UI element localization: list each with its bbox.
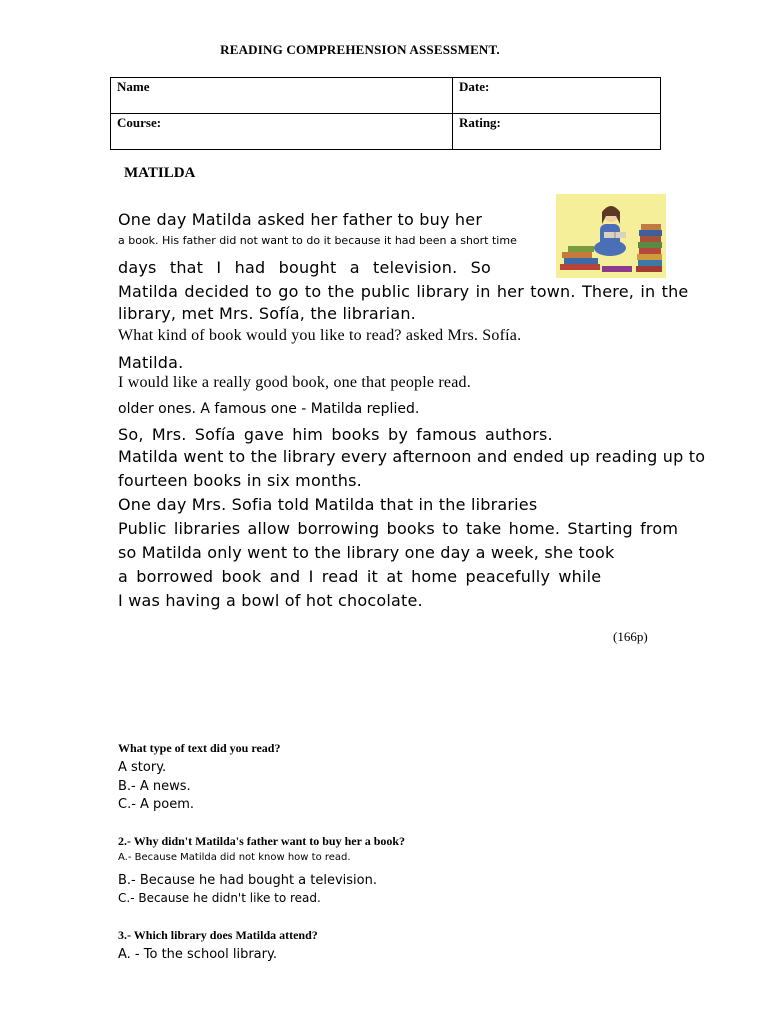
story-line-9: older ones. A famous one - Matilda replied. — [118, 401, 420, 417]
question-2: 2.- Why didn't Matilda's father want to buy her a book? — [118, 834, 406, 848]
question-1-option-b[interactable]: B.- A news. — [118, 779, 191, 794]
name-label: Name — [117, 79, 150, 94]
rating-label: Rating: — [459, 115, 501, 130]
page-count: (166p) — [613, 629, 648, 644]
course-label: Course: — [117, 115, 162, 130]
question-3: 3.- Which library does Matilda attend? — [118, 928, 318, 942]
story-line-4: Matilda decided to go to the public library in her town. There, in the — [118, 282, 689, 301]
document-title: READING COMPREHENSION ASSESSMENT. — [220, 42, 500, 57]
story-line-2: a book. His father did not want to do it because it had been a short time — [118, 234, 517, 247]
course-cell[interactable] — [111, 114, 453, 150]
date-label: Date: — [459, 79, 490, 94]
question-1-option-c[interactable]: C.- A poem. — [118, 797, 195, 812]
question-1: What type of text did you read? — [118, 741, 281, 755]
story-line-17: I was having a bowl of hot chocolate. — [118, 591, 423, 610]
name-cell[interactable] — [111, 78, 453, 114]
question-2-option-a[interactable]: A.- Because Matilda did not know how to read. — [118, 852, 351, 863]
story-line-10: So, Mrs. Sofía gave him books by famous authors. — [118, 425, 553, 444]
story-line-16: a borrowed book and I read it at home peacefully while — [118, 567, 602, 586]
story-line-1: One day Matilda asked her father to buy her — [118, 210, 483, 229]
story-line-12: fourteen books in six months. — [118, 471, 362, 490]
story-line-7: Matilda. — [118, 353, 184, 372]
story-line-5: library, met Mrs. Sofía, the librarian. — [118, 304, 416, 323]
question-2-option-b[interactable]: B.- Because he had bought a television. — [118, 873, 377, 888]
story-line-15: so Matilda only went to the library one day a week, she took — [118, 543, 615, 562]
story-line-3: days that I had bought a television. So — [118, 258, 492, 277]
date-cell[interactable] — [453, 78, 661, 114]
story-line-8: I would like a really good book, one that people read. — [118, 374, 471, 391]
story-line-6: What kind of book would you like to read? asked Mrs. Sofía. — [118, 327, 522, 344]
student-info-table — [110, 77, 661, 150]
girl-reading-books-illustration — [556, 194, 666, 278]
story-line-14: Public libraries allow borrowing books to take home. Starting from — [118, 519, 679, 538]
question-2-option-c[interactable]: C.- Because he didn't like to read. — [118, 891, 321, 905]
rating-cell[interactable] — [453, 114, 661, 150]
story-line-11: Matilda went to the library every afternoon and ended up reading up to — [118, 447, 706, 466]
question-1-option-a[interactable]: A story. — [118, 760, 167, 775]
story-title: MATILDA — [124, 165, 196, 181]
question-3-option-a[interactable]: A. - To the school library. — [118, 947, 277, 962]
story-line-13: One day Mrs. Sofia told Matilda that in the libraries — [118, 495, 538, 514]
